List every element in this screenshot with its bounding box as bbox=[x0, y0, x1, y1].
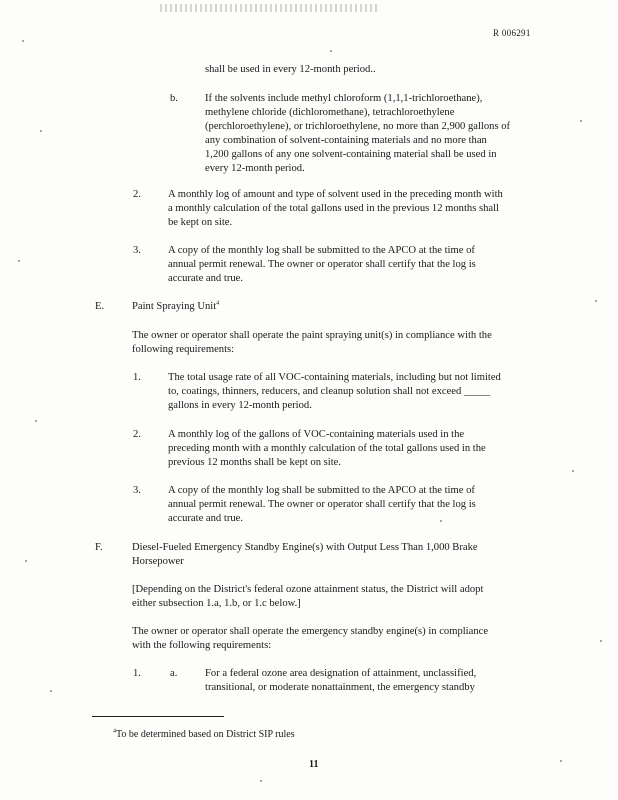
section-e-title bbox=[132, 300, 219, 314]
text-line: A monthly log of the gallons of VOC-containing materials used in the bbox=[168, 429, 465, 440]
text-line: preceding month with a monthly calculation of the total gallons used in the bbox=[168, 443, 486, 454]
footnote bbox=[113, 728, 295, 742]
text-line: following requirements: bbox=[132, 344, 235, 355]
text-line: either subsection 1.a, 1.b, or 1.c below.] bbox=[132, 598, 301, 609]
text-line: A monthly log of amount and type of solvent used in the preceding month with bbox=[168, 189, 503, 200]
footnote-rule bbox=[92, 716, 224, 717]
section-e-intro bbox=[132, 329, 492, 357]
scan-noise bbox=[160, 4, 380, 12]
carry-line: shall be used in every 12-month period.. bbox=[205, 64, 376, 75]
scan-speck bbox=[600, 640, 602, 642]
scan-speck bbox=[22, 40, 24, 42]
page-number: 11 bbox=[309, 759, 319, 770]
item-3-text bbox=[168, 244, 476, 286]
text-line: Horsepower bbox=[132, 556, 184, 567]
f-item-1a-label: a. bbox=[170, 668, 178, 679]
footnote-text: To be determined based on District SIP rules bbox=[116, 729, 295, 740]
text-line: 1,200 gallons of any one solvent-containing material shall be used in bbox=[205, 149, 497, 160]
text-line: The owner or operator shall operate the paint spraying unit(s) in compliance with the bbox=[132, 330, 492, 341]
scan-speck bbox=[595, 300, 597, 302]
item-b-text bbox=[205, 92, 510, 176]
item-3-label: 3. bbox=[133, 245, 141, 256]
text-line: any combination of solvent-containing materials and no more than bbox=[205, 135, 487, 146]
bates-number: R 006291 bbox=[493, 28, 531, 38]
e-item-3-text bbox=[168, 484, 476, 526]
text-line: [Depending on the District's federal ozone attainment status, the District will adopt bbox=[132, 584, 484, 595]
text-line: be kept on site. bbox=[168, 217, 233, 228]
e-item-3-label: 3. bbox=[133, 485, 141, 496]
text-line: every 12-month period. bbox=[205, 163, 305, 174]
scan-speck bbox=[25, 560, 27, 562]
text-line: annual permit renewal. The owner or operator shall certify that the log is bbox=[168, 499, 476, 510]
section-f-letter: F. bbox=[95, 542, 103, 553]
text-line: annual permit renewal. The owner or operator shall certify that the log is bbox=[168, 259, 476, 270]
item-2-label: 2. bbox=[133, 189, 141, 200]
section-f-title bbox=[132, 541, 478, 569]
scan-speck bbox=[440, 520, 442, 522]
scan-speck bbox=[40, 130, 42, 132]
text-line: The total usage rate of all VOC-containing materials, including but not limited bbox=[168, 372, 501, 383]
e-item-1-text bbox=[168, 371, 501, 413]
section-f-bracket-note bbox=[132, 583, 483, 611]
text-line: to, coatings, thinners, reducers, and cleanup solution shall not exceed _____ bbox=[168, 386, 491, 397]
text-line: The owner or operator shall operate the emergency standby engine(s) in compliance bbox=[132, 626, 489, 637]
e-item-2-text bbox=[168, 428, 486, 470]
text-line: A copy of the monthly log shall be submitted to the APCO at the time of bbox=[168, 485, 475, 496]
text-line: accurate and true. bbox=[168, 513, 243, 524]
text-line: If the solvents include methyl chloroform (1,1,1-trichloroethane), bbox=[205, 93, 483, 104]
section-e-title-text: Paint Spraying Unit bbox=[132, 301, 217, 312]
text-line: For a federal ozone area designation of attainment, unclassified, bbox=[205, 668, 477, 679]
scan-speck bbox=[572, 470, 574, 472]
e-item-2-label: 2. bbox=[133, 429, 141, 440]
f-item-1-label: 1. bbox=[133, 668, 141, 679]
e-item-1-label: 1. bbox=[133, 372, 141, 383]
f-item-1a-text bbox=[205, 667, 476, 695]
scan-speck bbox=[580, 120, 582, 122]
scan-speck bbox=[18, 260, 20, 262]
footnote-mark: 4 bbox=[113, 728, 116, 735]
text-line: a monthly calculation of the total gallons used in the previous 12 months shall bbox=[168, 203, 499, 214]
scan-speck bbox=[260, 780, 262, 782]
text-line: accurate and true. bbox=[168, 273, 243, 284]
section-e-letter: E. bbox=[95, 301, 105, 312]
section-f-intro bbox=[132, 625, 488, 653]
scan-speck bbox=[560, 760, 562, 762]
text-line: Diesel-Fueled Emergency Standby Engine(s) with Output Less Than 1,000 Brake bbox=[132, 542, 478, 553]
text-line: with the following requirements: bbox=[132, 640, 272, 651]
item-2-text bbox=[168, 188, 503, 230]
text-line: (perchloroethylene), or trichloroethylene, no more than 2,900 gallons of bbox=[205, 121, 511, 132]
footnote-ref: 4 bbox=[216, 300, 220, 307]
text-line: previous 12 months shall be kept on site. bbox=[168, 457, 342, 468]
text-line: A copy of the monthly log shall be submitted to the APCO at the time of bbox=[168, 245, 475, 256]
scan-speck bbox=[330, 50, 332, 52]
text-line: transitional, or moderate nonattainment, the emergency standby bbox=[205, 682, 475, 693]
scan-speck bbox=[35, 420, 37, 422]
scan-speck bbox=[50, 690, 52, 692]
text-line: methylene chloride (dichloromethane), tetrachloroethylene bbox=[205, 107, 455, 118]
item-b-label: b. bbox=[170, 93, 178, 104]
text-line: gallons in every 12-month period. bbox=[168, 400, 312, 411]
